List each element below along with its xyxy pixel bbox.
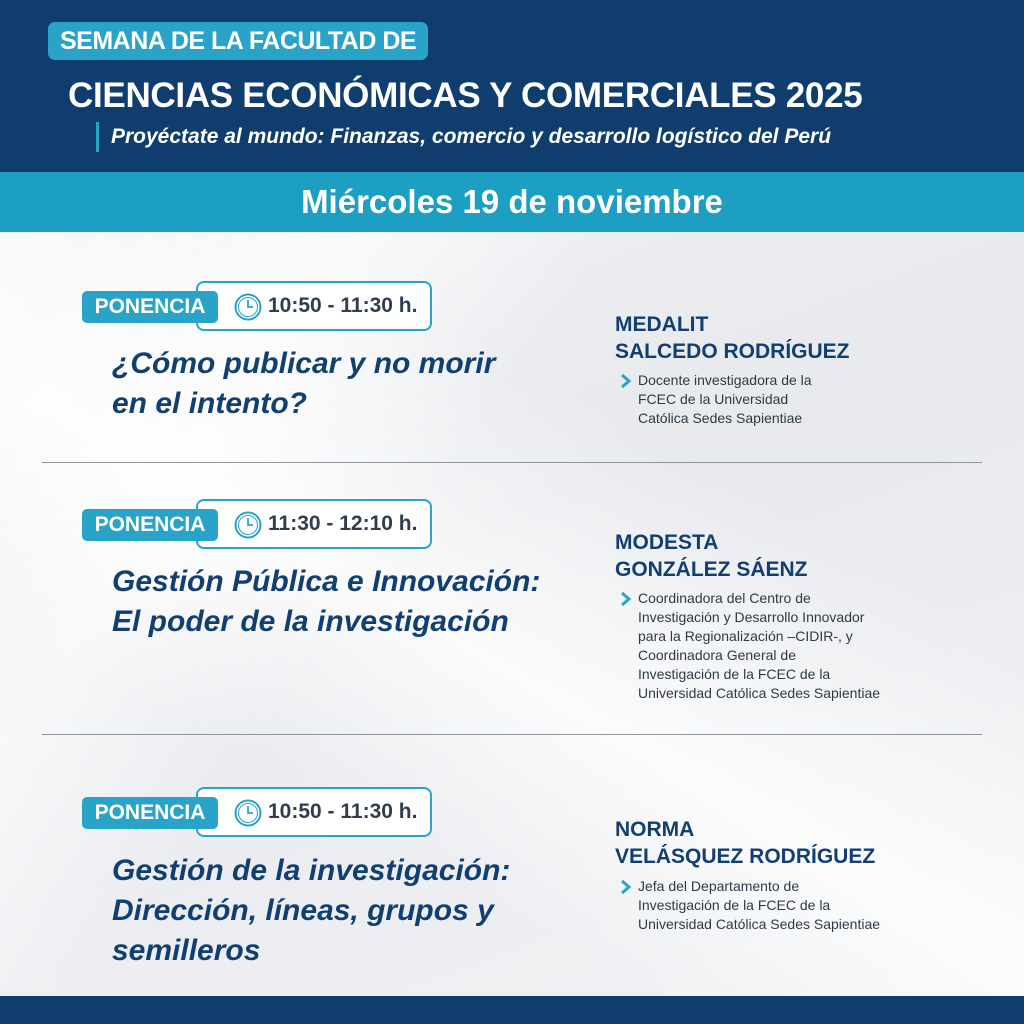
speaker-name [615, 311, 850, 365]
ponencia-badge: PONENCIA [82, 797, 218, 829]
talk-title [112, 344, 572, 424]
clock-icon [234, 511, 262, 539]
speaker-description [638, 589, 918, 703]
talk-title-line: Gestión Pública e Innovación: [112, 565, 541, 598]
talk-title [112, 851, 572, 971]
ponencia-badge: PONENCIA [82, 509, 218, 541]
speaker-last-name: VELÁSQUEZ RODRÍGUEZ [615, 845, 876, 868]
date-bar: Miércoles 19 de noviembre [0, 172, 1024, 232]
footer-bar [0, 996, 1024, 1024]
session-badge [82, 499, 434, 551]
desc-line: Investigación de la FCEC de la [638, 897, 831, 913]
desc-line: para la Regionalización –CIDIR-, y [638, 628, 853, 644]
speaker-name [615, 816, 875, 870]
ponencia-badge: PONENCIA [82, 291, 218, 323]
session-time: 10:50 - 11:30 h. [268, 800, 418, 823]
clock-icon [234, 799, 262, 827]
desc-line: Católica Sedes Sapientiae [638, 410, 803, 426]
header [0, 0, 1024, 172]
speaker-last-name: SALCEDO RODRÍGUEZ [615, 340, 850, 363]
desc-line: Jefa del Departamento de [638, 878, 800, 894]
desc-line: Investigación de la FCEC de la [638, 666, 831, 682]
session-badge [82, 281, 434, 333]
event-subtitle: Proyéctate al mundo: Finanzas, comercio y desarrollo logístico del Perú [96, 122, 831, 152]
chevron-right-icon [620, 880, 632, 894]
chevron-right-icon [620, 374, 632, 388]
speaker-first-name: MODESTA [615, 531, 719, 554]
chevron-right-icon [620, 592, 632, 606]
desc-line: Investigación y Desarrollo Innovador [638, 609, 865, 625]
speaker-name [615, 529, 808, 583]
talk-title-line: El poder de la investigación [112, 605, 509, 638]
session-time: 11:30 - 12:10 h. [268, 512, 418, 535]
session-badge [82, 787, 434, 839]
speaker-last-name: GONZÁLEZ SÁENZ [615, 558, 808, 581]
desc-line: Coordinadora del Centro de [638, 590, 811, 606]
talk-title-line: Gestión de la investigación: [112, 854, 511, 887]
session-time: 10:50 - 11:30 h. [268, 294, 418, 317]
speaker-description [638, 371, 918, 428]
desc-line: Coordinadora General de [638, 647, 796, 663]
clock-icon [234, 293, 262, 321]
speaker-first-name: NORMA [615, 818, 695, 841]
speaker-first-name: MEDALIT [615, 313, 709, 336]
desc-line: Docente investigadora de la [638, 372, 812, 388]
event-title: CIENCIAS ECONÓMICAS Y COMERCIALES 2025 [68, 76, 863, 115]
speaker-description [638, 877, 918, 934]
divider [42, 462, 982, 463]
talk-title-line: en el intento? [112, 387, 307, 420]
talk-title-line: ¿Cómo publicar y no morir [112, 347, 496, 380]
talk-title [112, 562, 572, 642]
faculty-week-pill: SEMANA DE LA FACULTAD DE [48, 22, 428, 60]
desc-line: Universidad Católica Sedes Sapientiae [638, 685, 881, 701]
talk-title-line: Dirección, líneas, grupos y [112, 894, 494, 927]
desc-line: Universidad Católica Sedes Sapientiae [638, 916, 881, 932]
divider [42, 734, 982, 735]
desc-line: FCEC de la Universidad [638, 391, 789, 407]
talk-title-line: semilleros [112, 934, 261, 967]
